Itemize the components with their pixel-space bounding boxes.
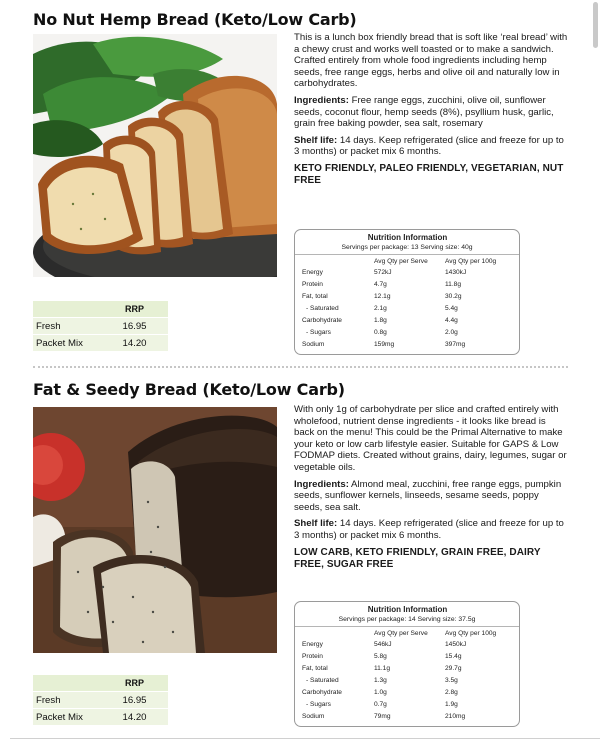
nutrition-panel (294, 229, 520, 355)
nutrient-serve: 0.8g (374, 329, 387, 336)
nutrient-label: Energy (302, 641, 323, 648)
rrp-header: RRP (124, 304, 144, 314)
nutrient-per100: 11.8g (445, 281, 462, 288)
fat-seedy-claims: LOW CARB, KETO FRIENDLY, GRAIN FREE, DAIRY FREE, SUGAR FREE (294, 546, 541, 570)
nutrient-serve: 546kJ (374, 641, 392, 648)
bottom-rule (10, 738, 600, 739)
product-title-fat-seedy-bread: Fat & Seedy Bread (Keto/Low Carb) (33, 380, 345, 399)
nutrient-per100: 5.4g (445, 305, 458, 312)
rrp-table (33, 675, 168, 726)
nutrient-label: Energy (302, 269, 323, 276)
nutrition-table (302, 257, 513, 351)
scrollbar-track[interactable] (592, 0, 598, 743)
nutrient-per100: 30.2g (445, 293, 462, 300)
nutrient-label: - Saturated (306, 305, 339, 312)
product-title-hemp-bread: No Nut Hemp Bread (Keto/Low Carb) (33, 10, 357, 29)
rrp-row (33, 335, 168, 352)
rrp-price: 14.20 (122, 337, 147, 349)
nutrient-per100: 2.0g (445, 329, 458, 336)
rrp-row (33, 318, 168, 335)
nutrient-per100: 1.9g (445, 701, 458, 708)
fat-seedy-description: With only 1g of carbohydrate per slice and crafted entirely with wholefood, nutrient dense ingredients - it looks like bread is back on the menu! This could be the Primal Alternative to make your keto or low carb lifestyle easier. Suitable for GAPS & Low FODMAP diets. Created without grains, dairy, legumes, sugar or vegetable oils. (294, 404, 567, 473)
hemp-bread-ingredients (294, 95, 568, 130)
col-header-100g: Avg Qty per 100g (445, 258, 497, 265)
nutrient-serve: 79mg (374, 713, 391, 720)
shelf-life-label: Shelf life: (294, 518, 338, 530)
nutrition-title: Nutrition Information (367, 605, 448, 614)
hemp-bread-details (294, 32, 568, 187)
nutrient-per100: 2.8g (445, 689, 458, 696)
nutrient-per100: 210mg (445, 713, 466, 720)
nutrient-label: Sodium (302, 341, 325, 348)
nutrient-label: - Sugars (306, 701, 331, 708)
rrp-header: RRP (124, 678, 144, 688)
rrp-price: 14.20 (122, 711, 147, 723)
nutrient-per100: 1450kJ (445, 641, 467, 648)
nutrient-per100: 4.4g (445, 317, 458, 324)
hemp-bread-photo (33, 34, 277, 277)
hemp-bread-description: This is a lunch box friendly bread that is soft like ‘real bread’ with a chewy crust and works well toasted or to make a sandwich. Crafted entirely from whole food ingredients including hemp seeds, free range eggs, herbs and olive oil and naturally low in carbohydrates. (294, 32, 568, 90)
nutrient-serve: 2.1g (374, 305, 387, 312)
rrp-table (33, 301, 168, 352)
nutrition-table (302, 629, 513, 723)
nutrient-label: - Saturated (306, 677, 339, 684)
nutrition-servings: Servings per package: 14 Serving size: 37.5g (295, 615, 519, 627)
rrp-label: Fresh (36, 320, 61, 332)
nutrient-serve: 12.1g (374, 293, 391, 300)
rrp-label: Packet Mix (36, 711, 83, 723)
nutrient-serve: 1.3g (374, 677, 387, 684)
rrp-label: Packet Mix (36, 337, 83, 349)
nutrient-label: Protein (302, 653, 323, 660)
fat-seedy-bread-details (294, 404, 568, 571)
shelf-life-text: 14 days. Keep refrigerated (slice and freeze for up to 3 months) or packet mix 6 months. (294, 134, 564, 158)
nutrient-label: Carbohydrate (302, 689, 342, 696)
col-header-serve: Avg Qty per Serve (374, 258, 428, 265)
nutrient-per100: 3.5g (445, 677, 458, 684)
rrp-label: Fresh (36, 694, 61, 706)
section-divider (33, 366, 568, 368)
rrp-price: 16.95 (122, 320, 147, 332)
hemp-bread-claims: KETO FRIENDLY, PALEO FRIENDLY, VEGETARIAN, NUT FREE (294, 162, 564, 186)
shelf-life-label: Shelf life: (294, 134, 338, 146)
nutrient-per100: 1430kJ (445, 269, 467, 276)
rrp-row (33, 709, 168, 726)
nutrient-serve: 159mg (374, 341, 395, 348)
fat-seedy-bread-photo (33, 407, 277, 653)
nutrient-label: Fat, total (302, 293, 328, 300)
nutrient-per100: 397mg (445, 341, 466, 348)
nutrient-serve: 4.7g (374, 281, 387, 288)
nutrition-panel (294, 601, 520, 727)
hemp-bread-shelf-life (294, 135, 568, 158)
nutrient-label: - Sugars (306, 329, 331, 336)
scrollbar-thumb[interactable] (593, 2, 598, 48)
shelf-life-text: 14 days. Keep refrigerated (slice and freeze for up to 3 months) or packet mix 6 months. (294, 518, 564, 541)
nutrient-label: Sodium (302, 713, 325, 720)
rrp-price: 16.95 (122, 694, 147, 706)
nutrient-serve: 1.8g (374, 317, 387, 324)
nutrient-serve: 1.0g (374, 689, 387, 696)
nutrient-label: Fat, total (302, 665, 328, 672)
nutrient-serve: 11.1g (374, 665, 391, 672)
nutrient-per100: 15.4g (445, 653, 462, 660)
fat-seedy-ingredients (294, 479, 568, 514)
nutrient-per100: 29.7g (445, 665, 462, 672)
ingredients-text: Almond meal, zucchini, free range eggs, pumpkin seeds, sunflower kernels, linseeds, sesame seeds, poppy seeds, sea salt. (294, 478, 562, 513)
rrp-header-row (33, 301, 168, 318)
col-header-serve: Avg Qty per Serve (374, 630, 428, 637)
fat-seedy-shelf-life (294, 518, 568, 541)
nutrition-title: Nutrition Information (367, 233, 448, 242)
nutrition-servings: Servings per package: 13 Serving size: 40g (295, 243, 519, 255)
nutrient-serve: 572kJ (374, 269, 392, 276)
ingredients-text: Free range eggs, zucchini, olive oil, sunflower seeds, coconut flour, hemp seeds (8%), psyllium husk, garlic, grain free baking powder, sea salt, rosemary (294, 94, 554, 130)
rrp-header-row (33, 675, 168, 692)
ingredients-label: Ingredients: (294, 94, 349, 106)
nutrient-label: Carbohydrate (302, 317, 342, 324)
nutrient-label: Protein (302, 281, 323, 288)
col-header-100g: Avg Qty per 100g (445, 630, 497, 637)
nutrient-serve: 5.8g (374, 653, 387, 660)
rrp-row (33, 692, 168, 709)
ingredients-label: Ingredients: (294, 478, 349, 490)
nutrient-serve: 0.7g (374, 701, 387, 708)
